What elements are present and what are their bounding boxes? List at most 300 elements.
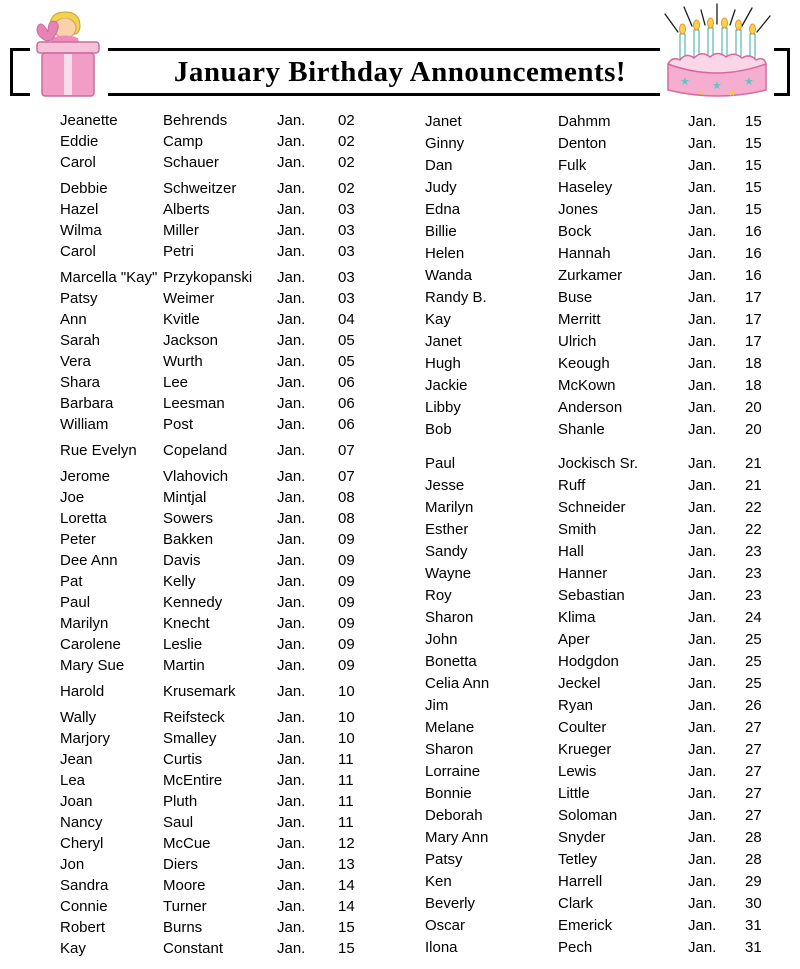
- birthday-day: 27: [745, 763, 762, 780]
- last-name: Burns: [163, 919, 203, 936]
- last-name: Vlahovich: [163, 468, 229, 485]
- table-row: [60, 110, 378, 131]
- birthday-day: 03: [338, 290, 355, 307]
- table-row: [60, 131, 378, 152]
- last-name: Hodgdon: [558, 653, 619, 670]
- table-row: [425, 739, 785, 761]
- first-name: Edna: [425, 201, 461, 218]
- last-name: Saul: [163, 814, 194, 831]
- birthday-month: Jan.: [277, 531, 306, 548]
- first-name: Dee Ann: [60, 552, 118, 569]
- last-name: Schauer: [163, 154, 219, 171]
- birthday-day: 14: [338, 898, 355, 915]
- birthday-month: Jan.: [277, 442, 306, 459]
- birthday-month: Jan.: [277, 112, 306, 129]
- birthday-month: Jan.: [688, 917, 717, 934]
- table-row: [425, 937, 785, 959]
- first-name: Bonetta: [425, 653, 477, 670]
- table-row: [60, 854, 378, 875]
- last-name: Kennedy: [163, 594, 223, 611]
- birthday-month: Jan.: [277, 835, 306, 852]
- first-name: Libby: [425, 399, 461, 416]
- table-row: [60, 152, 378, 173]
- birthday-day: 02: [338, 154, 355, 171]
- birthday-month: Jan.: [688, 333, 717, 350]
- birthday-day: 04: [338, 311, 355, 328]
- birthday-month: Jan.: [277, 898, 306, 915]
- first-name: Roy: [425, 587, 452, 604]
- first-name: Wally: [60, 709, 97, 726]
- first-name: Marcella "Kay": [60, 269, 158, 286]
- birthday-day: 09: [338, 531, 355, 548]
- birthday-day: 09: [338, 573, 355, 590]
- birthday-month: Jan.: [688, 851, 717, 868]
- table-row: [425, 221, 785, 243]
- birthday-day: 06: [338, 374, 355, 391]
- first-name: Vera: [60, 353, 91, 370]
- table-row: [60, 508, 378, 529]
- last-name: Curtis: [163, 751, 203, 768]
- last-name: Ruff: [558, 477, 586, 494]
- birthday-month: Jan.: [277, 730, 306, 747]
- page-title: January Birthday Announcements!: [173, 55, 627, 88]
- birthday-day: 09: [338, 552, 355, 569]
- last-name: Buse: [558, 289, 593, 306]
- first-name: Hugh: [425, 355, 461, 372]
- first-name: Jackie: [425, 377, 468, 394]
- last-name: Davis: [163, 552, 201, 569]
- table-row: [60, 917, 378, 938]
- birthday-day: 08: [338, 489, 355, 506]
- first-name: Janet: [425, 113, 462, 130]
- birthday-day: 05: [338, 353, 355, 370]
- birthday-day: 17: [745, 289, 762, 306]
- table-row: [425, 331, 785, 353]
- last-name: Jackson: [163, 332, 219, 349]
- first-name: Deborah: [425, 807, 483, 824]
- table-row: [60, 330, 378, 351]
- last-name: Hannah: [558, 245, 611, 262]
- birthday-day: 21: [745, 477, 762, 494]
- first-name: Jean: [60, 751, 93, 768]
- table-row: [425, 761, 785, 783]
- table-row: [425, 177, 785, 199]
- table-row: [60, 896, 378, 917]
- table-row: [425, 353, 785, 375]
- birthday-month: Jan.: [277, 332, 306, 349]
- birthday-day: 09: [338, 594, 355, 611]
- table-row: [60, 220, 378, 241]
- last-name: Bakken: [163, 531, 214, 548]
- table-row: [60, 728, 378, 749]
- birthday-day: 31: [745, 917, 762, 934]
- birthday-day: 25: [745, 653, 762, 670]
- birthday-day: 10: [338, 730, 355, 747]
- table-row: [425, 563, 785, 585]
- first-name: Nancy: [60, 814, 103, 831]
- birthday-month: Jan.: [277, 243, 306, 260]
- birthday-day: 15: [745, 157, 762, 174]
- first-name: Melane: [425, 719, 475, 736]
- first-name: Lea: [60, 772, 86, 789]
- birthday-day: 15: [745, 113, 762, 130]
- table-row: [60, 749, 378, 770]
- birthday-month: Jan.: [688, 113, 717, 130]
- table-row: [60, 199, 378, 220]
- first-name: Lorraine: [425, 763, 481, 780]
- birthday-day: 23: [745, 565, 762, 582]
- birthday-day: 24: [745, 609, 762, 626]
- birthday-day: 27: [745, 807, 762, 824]
- table-row: [425, 651, 785, 673]
- table-row: [60, 529, 378, 550]
- first-name: Helen: [425, 245, 465, 262]
- table-row: [425, 871, 785, 893]
- birthday-month: Jan.: [277, 615, 306, 632]
- birthday-month: Jan.: [688, 741, 717, 758]
- last-name: Tetley: [558, 851, 598, 868]
- birthday-month: Jan.: [688, 267, 717, 284]
- birthday-month: Jan.: [277, 489, 306, 506]
- first-name: Wilma: [60, 222, 102, 239]
- birthday-month: Jan.: [277, 395, 306, 412]
- birthday-cake-icon: [660, 2, 774, 104]
- last-name: Martin: [163, 657, 205, 674]
- first-name: Judy: [425, 179, 457, 196]
- gift-icon: [30, 8, 108, 100]
- first-name: John: [425, 631, 458, 648]
- last-name: Harrell: [558, 873, 603, 890]
- birthday-month: Jan.: [688, 135, 717, 152]
- last-name: Denton: [558, 135, 607, 152]
- table-row: [425, 541, 785, 563]
- first-name: Paul: [425, 455, 456, 472]
- last-name: Przykopanski: [163, 269, 253, 286]
- birthday-month: Jan.: [277, 814, 306, 831]
- birthday-day: 07: [338, 468, 355, 485]
- birthday-month: Jan.: [688, 499, 717, 516]
- last-name: Ulrich: [558, 333, 597, 350]
- birthday-month: Jan.: [277, 290, 306, 307]
- birthday-day: 09: [338, 636, 355, 653]
- birthday-day: 14: [338, 877, 355, 894]
- last-name: Knecht: [163, 615, 210, 632]
- birthday-month: Jan.: [688, 477, 717, 494]
- birthday-month: Jan.: [688, 421, 717, 438]
- table-row: [60, 655, 378, 676]
- table-row: [60, 707, 378, 728]
- table-row: [425, 805, 785, 827]
- birthday-month: Jan.: [688, 565, 717, 582]
- table-row: [60, 414, 378, 435]
- birthday-month: Jan.: [277, 751, 306, 768]
- table-row: [60, 791, 378, 812]
- birthday-day: 11: [338, 814, 354, 831]
- birthday-month: Jan.: [277, 919, 306, 936]
- table-row: [60, 466, 378, 487]
- birthday-day: 20: [745, 399, 762, 416]
- first-name: Barbara: [60, 395, 114, 412]
- table-row: [425, 475, 785, 497]
- table-row: [60, 770, 378, 791]
- birthday-day: 16: [745, 267, 762, 284]
- birthday-month: Jan.: [277, 552, 306, 569]
- table-row: [60, 178, 378, 199]
- last-name: Weimer: [163, 290, 215, 307]
- last-name: Camp: [163, 133, 204, 150]
- table-row: [60, 634, 378, 655]
- last-name: Turner: [163, 898, 207, 915]
- first-name: Celia Ann: [425, 675, 490, 692]
- table-row: [60, 550, 378, 571]
- table-row: [425, 893, 785, 915]
- last-name: Leslie: [163, 636, 203, 653]
- table-row: [60, 592, 378, 613]
- birthday-list-left: [60, 110, 378, 959]
- first-name: Patsy: [425, 851, 463, 868]
- table-row: [60, 487, 378, 508]
- birthday-day: 10: [338, 683, 355, 700]
- last-name: Sowers: [163, 510, 214, 527]
- birthday-month: Jan.: [688, 245, 717, 262]
- first-name: Marilyn: [425, 499, 474, 516]
- last-name: Smalley: [163, 730, 217, 747]
- birthday-month: Jan.: [688, 587, 717, 604]
- first-name: Shara: [60, 374, 101, 391]
- birthday-month: Jan.: [277, 269, 306, 286]
- last-name: Behrends: [163, 112, 228, 129]
- table-row: [60, 241, 378, 262]
- first-name: Sharon: [425, 741, 474, 758]
- gift-clipart: [30, 8, 108, 100]
- svg-text:★: ★: [680, 75, 690, 88]
- birthday-cake-clipart: [660, 2, 774, 104]
- svg-text:★: ★: [728, 89, 737, 99]
- birthday-month: Jan.: [688, 653, 717, 670]
- table-row: [425, 849, 785, 871]
- first-name: Cheryl: [60, 835, 104, 852]
- last-name: Ryan: [558, 697, 594, 714]
- last-name: McCue: [163, 835, 211, 852]
- first-name: Paul: [60, 594, 91, 611]
- first-name: Randy B.: [425, 289, 487, 306]
- birthday-day: 16: [745, 223, 762, 240]
- last-name: Merritt: [558, 311, 601, 328]
- birthday-day: 11: [338, 751, 354, 768]
- table-row: [425, 497, 785, 519]
- birthday-day: 07: [338, 442, 355, 459]
- birthday-month: Jan.: [688, 829, 717, 846]
- first-name: Debbie: [60, 180, 108, 197]
- birthday-day: 06: [338, 395, 355, 412]
- birthday-day: 27: [745, 785, 762, 802]
- birthday-month: Jan.: [277, 772, 306, 789]
- svg-text:★: ★: [744, 75, 754, 88]
- last-name: Lewis: [558, 763, 597, 780]
- birthday-day: 23: [745, 543, 762, 560]
- last-name: Jeckel: [558, 675, 601, 692]
- first-name: Ginny: [425, 135, 465, 152]
- birthday-month: Jan.: [688, 895, 717, 912]
- birthday-day: 15: [338, 940, 355, 957]
- table-row: [425, 199, 785, 221]
- last-name: Petri: [163, 243, 194, 260]
- birthday-month: Jan.: [688, 763, 717, 780]
- first-name: Bob: [425, 421, 452, 438]
- birthday-day: 25: [745, 631, 762, 648]
- first-name: Sandra: [60, 877, 109, 894]
- birthday-day: 02: [338, 180, 355, 197]
- birthday-day: 13: [338, 856, 355, 873]
- last-name: Snyder: [558, 829, 606, 846]
- birthday-day: 10: [338, 709, 355, 726]
- birthday-day: 12: [338, 835, 355, 852]
- birthday-month: Jan.: [688, 223, 717, 240]
- birthday-month: Jan.: [277, 940, 306, 957]
- birthday-month: Jan.: [277, 793, 306, 810]
- table-row: [425, 453, 785, 475]
- first-name: Patsy: [60, 290, 98, 307]
- first-name: Jerome: [60, 468, 111, 485]
- last-name: Schneider: [558, 499, 626, 516]
- birthday-month: Jan.: [688, 399, 717, 416]
- birthday-list-right: [425, 111, 785, 959]
- last-name: Emerick: [558, 917, 613, 934]
- last-name: Zurkamer: [558, 267, 623, 284]
- birthday-month: Jan.: [688, 455, 717, 472]
- table-row: [60, 440, 378, 461]
- birthday-day: 18: [745, 355, 762, 372]
- table-row: [60, 372, 378, 393]
- first-name: Beverly: [425, 895, 476, 912]
- birthday-day: 17: [745, 333, 762, 350]
- svg-text:★: ★: [697, 88, 706, 98]
- birthday-month: Jan.: [688, 521, 717, 538]
- table-row: [425, 585, 785, 607]
- last-name: Reifsteck: [163, 709, 225, 726]
- last-name: Clark: [558, 895, 594, 912]
- birthday-month: Jan.: [277, 657, 306, 674]
- birthday-day: 20: [745, 421, 762, 438]
- first-name: Connie: [60, 898, 108, 915]
- birthday-day: 09: [338, 657, 355, 674]
- birthday-day: 02: [338, 112, 355, 129]
- last-name: McEntire: [163, 772, 223, 789]
- last-name: Soloman: [558, 807, 618, 824]
- last-name: Keough: [558, 355, 610, 372]
- table-row: [425, 519, 785, 541]
- birthday-day: 03: [338, 243, 355, 260]
- birthday-day: 05: [338, 332, 355, 349]
- birthday-month: Jan.: [277, 709, 306, 726]
- birthday-month: Jan.: [688, 785, 717, 802]
- last-name: Smith: [558, 521, 597, 538]
- birthday-month: Jan.: [688, 719, 717, 736]
- last-name: Hanner: [558, 565, 608, 582]
- last-name: Krusemark: [163, 683, 236, 700]
- first-name: Kay: [425, 311, 451, 328]
- first-name: Sandy: [425, 543, 468, 560]
- last-name: Moore: [163, 877, 206, 894]
- last-name: Miller: [163, 222, 199, 239]
- birthday-month: Jan.: [688, 377, 717, 394]
- birthday-month: Jan.: [688, 179, 717, 196]
- last-name: Schweitzer: [163, 180, 237, 197]
- first-name: Jon: [60, 856, 85, 873]
- last-name: Haseley: [558, 179, 613, 196]
- last-name: Dahmm: [558, 113, 611, 130]
- first-name: Bonnie: [425, 785, 472, 802]
- table-row: [60, 875, 378, 896]
- last-name: Coulter: [558, 719, 607, 736]
- first-name: Sharon: [425, 609, 474, 626]
- birthday-month: Jan.: [688, 873, 717, 890]
- last-name: Copeland: [163, 442, 228, 459]
- first-name: Sarah: [60, 332, 101, 349]
- birthday-month: Jan.: [277, 374, 306, 391]
- first-name: Joan: [60, 793, 93, 810]
- first-name: Joe: [60, 489, 85, 506]
- birthday-month: Jan.: [277, 133, 306, 150]
- first-name: Carol: [60, 154, 96, 171]
- birthday-day: 26: [745, 697, 762, 714]
- birthday-month: Jan.: [688, 609, 717, 626]
- first-name: Dan: [425, 157, 453, 174]
- birthday-month: Jan.: [688, 355, 717, 372]
- table-row: [425, 827, 785, 849]
- birthday-day: 27: [745, 719, 762, 736]
- birthday-month: Jan.: [688, 201, 717, 218]
- table-row: [425, 155, 785, 177]
- last-name: Anderson: [558, 399, 623, 416]
- last-name: Bock: [558, 223, 592, 240]
- first-name: Harold: [60, 683, 105, 700]
- first-name: Ken: [425, 873, 452, 890]
- first-name: Marilyn: [60, 615, 109, 632]
- table-row: [60, 938, 378, 959]
- first-name: Robert: [60, 919, 106, 936]
- last-name: Aper: [558, 631, 590, 648]
- first-name: Carolene: [60, 636, 121, 653]
- table-row: [60, 681, 378, 702]
- table-row: [60, 393, 378, 414]
- first-name: Kay: [60, 940, 86, 957]
- birthday-month: Jan.: [688, 631, 717, 648]
- birthday-day: 28: [745, 829, 762, 846]
- birthday-month: Jan.: [277, 353, 306, 370]
- last-name: Krueger: [558, 741, 612, 758]
- first-name: Jim: [425, 697, 449, 714]
- last-name: McKown: [558, 377, 616, 394]
- birthday-month: Jan.: [688, 807, 717, 824]
- birthday-day: 15: [745, 179, 762, 196]
- birthday-day: 29: [745, 873, 762, 890]
- first-name: Carol: [60, 243, 96, 260]
- birthday-month: Jan.: [688, 157, 717, 174]
- first-name: Eddie: [60, 133, 99, 150]
- last-name: Sebastian: [558, 587, 625, 604]
- table-row: [60, 571, 378, 592]
- last-name: Fulk: [558, 157, 587, 174]
- first-name: Wanda: [425, 267, 472, 284]
- last-name: Klima: [558, 609, 596, 626]
- last-name: Jockisch Sr.: [558, 455, 639, 472]
- table-row: [425, 287, 785, 309]
- table-row: [425, 243, 785, 265]
- birthday-day: 17: [745, 311, 762, 328]
- birthday-month: Jan.: [277, 573, 306, 590]
- birthday-day: 18: [745, 377, 762, 394]
